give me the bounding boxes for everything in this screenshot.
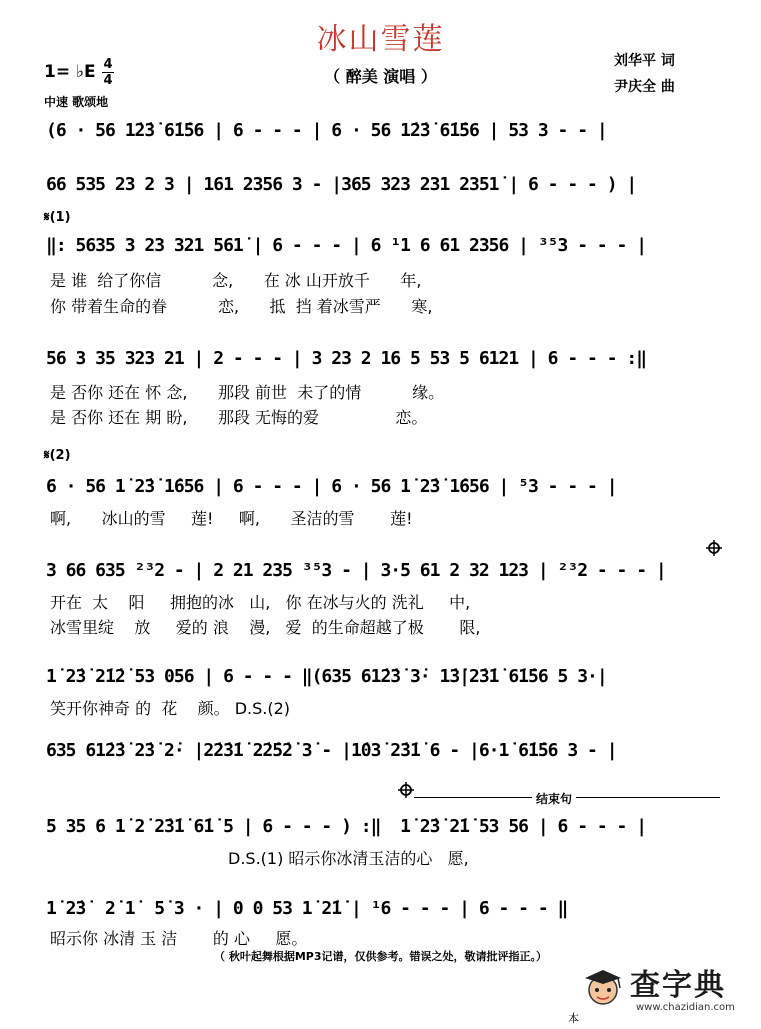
score-line-9: 5 35 6 1̇ 2̇ 2̇3̇1̇ 6̇1̇ 5 | 6 - - - ) :‖ 1̇ 2̇3̇ 2̇1̇ 53 56 | 6 - - - | [46, 816, 647, 837]
composer-credit: 尹庆全 曲 [614, 79, 675, 95]
segno-1-mark: 𝄋(1) [44, 210, 71, 225]
lyric-line-3b: 你 带着生命的眷 恋, 抵 挡 着冰雪严 寒, [50, 297, 433, 316]
segno-2-mark: 𝄋(2) [44, 448, 71, 463]
score-line-6: 3 66 635 ²³2 - | 2 21 235 ³⁵3 - | 3·5 61 2 32 123 | ²³2 - - - | [46, 560, 666, 581]
score-line-4: 56 3 35 323 21 | 2 - - - | 3 23 2 16 5 53 5 6121 | 6 - - - :‖ [46, 348, 647, 369]
lyricist-credit: 刘华平 词 [614, 53, 675, 69]
singer-credit: （ 醉美 演唱 ） [324, 67, 437, 86]
site-logo [568, 960, 752, 1025]
ending-bracket [414, 790, 720, 804]
song-title: 冰山雪莲 [316, 22, 445, 57]
lyric-line-10a: 昭示你 冰清 玉 洁 的 心 愿。 [50, 929, 308, 948]
logo-wordmark: 查字典 [630, 968, 726, 1003]
lyric-line-9a: D.S.(1) 昭示你冰清玉洁的心 愿, [50, 849, 469, 868]
mascot-icon [580, 964, 626, 1010]
lyric-line-4b: 是 否你 还在 期 盼, 那段 无悔的爱 恋。 [50, 408, 428, 427]
time-signature [102, 58, 114, 87]
score-line-2: 66 535 23 2 3 | 161 2356 3 - |365 323 231 2351̇ | 6 - - - ) | [46, 174, 637, 195]
tempo-marking: 中速 歌颂地 [44, 95, 109, 109]
lyric-line-5a: 啊, 冰山的雪 莲! 啊, 圣洁的雪 莲! [50, 509, 413, 528]
transcriber-note: （ 秋叶起舞根据MP3记谱，仅供参考。错误之处，敬请批评指正。） [214, 950, 547, 963]
lyric-line-6a: 开在 太 阳 拥抱的冰 山, 你 在冰与火的 洗礼 中, [50, 593, 471, 612]
score-line-3: ‖: 5635 3 23 321 561̇ | 6 - - - | 6 ¹1 6 61 2356 | ³⁵3 - - - | [46, 235, 647, 256]
score-line-8: 635 61̇2̇3̇ 2̇3̇ 2̇· |2̇2̇3̇1̇ 2̇2̇5̇2̇ 3̇ - |1̇03̇ 2̇3̇1̇ 6 - |6·1̇ 6̇1̇56 3 - | [46, 740, 617, 761]
lyric-line-6b: 冰雪里绽 放 爱的 浪 漫, 爱 的生命超越了极 限, [50, 618, 481, 637]
score-line-7: 1̇ 2̇3̇ 2̇1̇2̇ 53 056 | 6 - - - ‖(635 61̇2̇3̇ 3̇· 1̇3̇|2̇3̇1̇ 6̇1̇56 5 3·| [46, 666, 607, 687]
key-signature: 1= ♭E [44, 62, 96, 82]
logo-url: www.chazidian.com [636, 1002, 735, 1013]
logo-tag: 本 [568, 1012, 579, 1025]
meter-bottom: 4 [103, 73, 113, 88]
lyric-line-7a: 笑开你神奇 的 花 颜。 D.S.(2) [50, 699, 291, 718]
coda-icon [706, 540, 722, 556]
score-line-1: (6 · 56 1̇2̇3̇ 6̇1̇56 | 6 - - - | 6 · 56 1̇2̇3̇ 6̇1̇56 | 53 3 - - | [46, 120, 607, 141]
ending-label: 结束句 [532, 790, 576, 807]
lyric-line-3a: 是 谁 给了你信 念, 在 冰 山开放千 年, [50, 271, 422, 290]
coda-icon [398, 782, 414, 798]
score-line-10: 1̇ 2̇3̇ 2̇ 1̇ 5̇ 3 · | 0 0 53 1̇ 2̇1̇ | ¹6 - - - | 6 - - - ‖ [46, 898, 568, 919]
lyric-line-4a: 是 否你 还在 怀 念, 那段 前世 未了的情 缘。 [50, 383, 445, 402]
score-line-5: 6 · 56 1̇ 2̇3̇ 1̇656 | 6 - - - | 6 · 56 1̇ 2̇3̇ 1̇656 | ⁵3 - - - | [46, 476, 617, 497]
meter-top: 4 [103, 57, 113, 72]
